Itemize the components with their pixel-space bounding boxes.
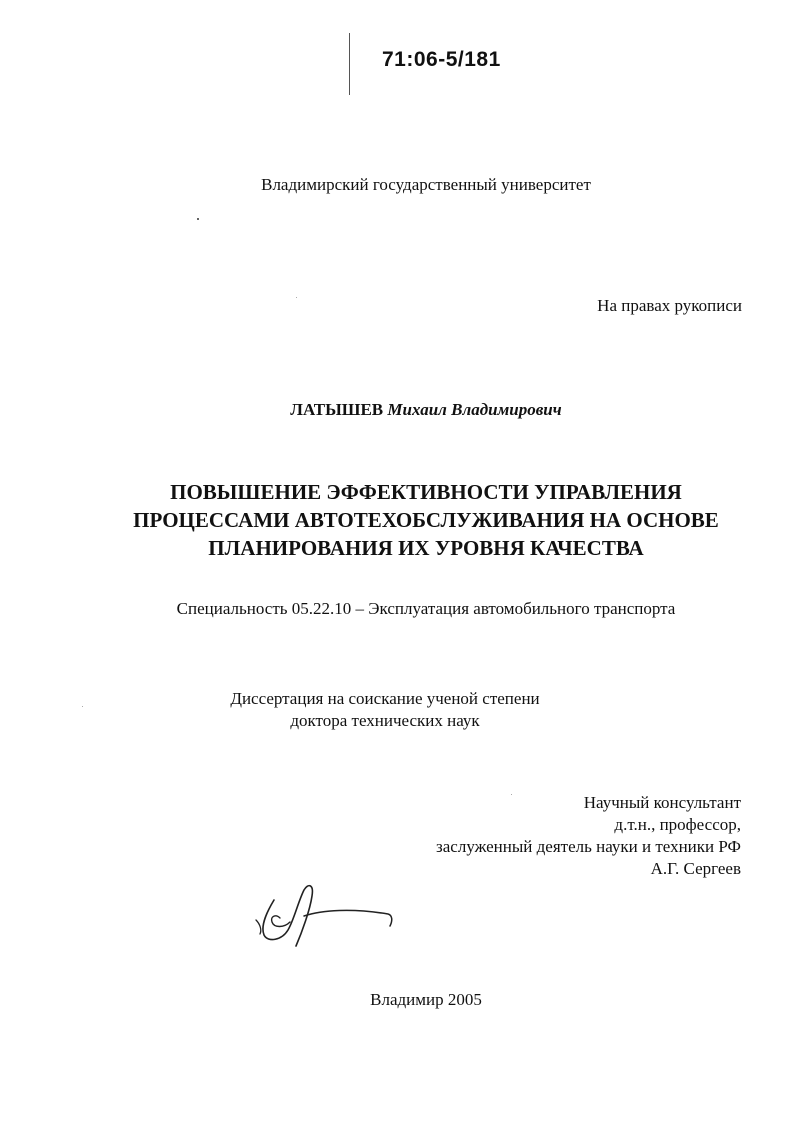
margin-line [349,33,350,95]
handwritten-signature [252,880,397,955]
author-line [0,400,798,420]
degree-statement [214,688,556,732]
dissertation-title [0,478,798,562]
consultant-line: заслуженный деятель науки и техники РФ [436,837,741,856]
author-given-names: Михаил Владимирович [387,400,562,419]
scientific-consultant [436,792,741,880]
title-line: ПОВЫШЕНИЕ ЭФФЕКТИВНОСТИ УПРАВЛЕНИЯ [170,480,682,504]
scan-speck [82,706,83,707]
degree-line: Диссертация на соискание ученой степени [230,689,540,708]
rights-note: На правах рукописи [597,296,742,315]
consultant-line: А.Г. Сергеев [650,859,741,878]
consultant-line: д.т.н., профессор, [614,815,741,834]
specialty-line: Специальность 05.22.10 – Эксплуатация автомобильного транспорта [176,599,676,618]
title-line: ПЛАНИРОВАНИЯ ИХ УРОВНЯ КАЧЕСТВА [208,536,644,560]
library-stamp-number: 71:06-5/181 [382,48,501,71]
university-name: Владимирский государственный университет [261,175,591,194]
city-year: Владимир 2005 [370,990,482,1009]
scan-speck [197,218,199,220]
consultant-line: Научный консультант [583,793,741,812]
author-surname: ЛАТЫШЕВ [290,400,384,419]
scan-speck [296,297,297,298]
title-line: ПРОЦЕССАМИ АВТОТЕХОБСЛУЖИВАНИЯ НА ОСНОВЕ [133,508,719,532]
degree-line: доктора технических наук [290,711,480,730]
